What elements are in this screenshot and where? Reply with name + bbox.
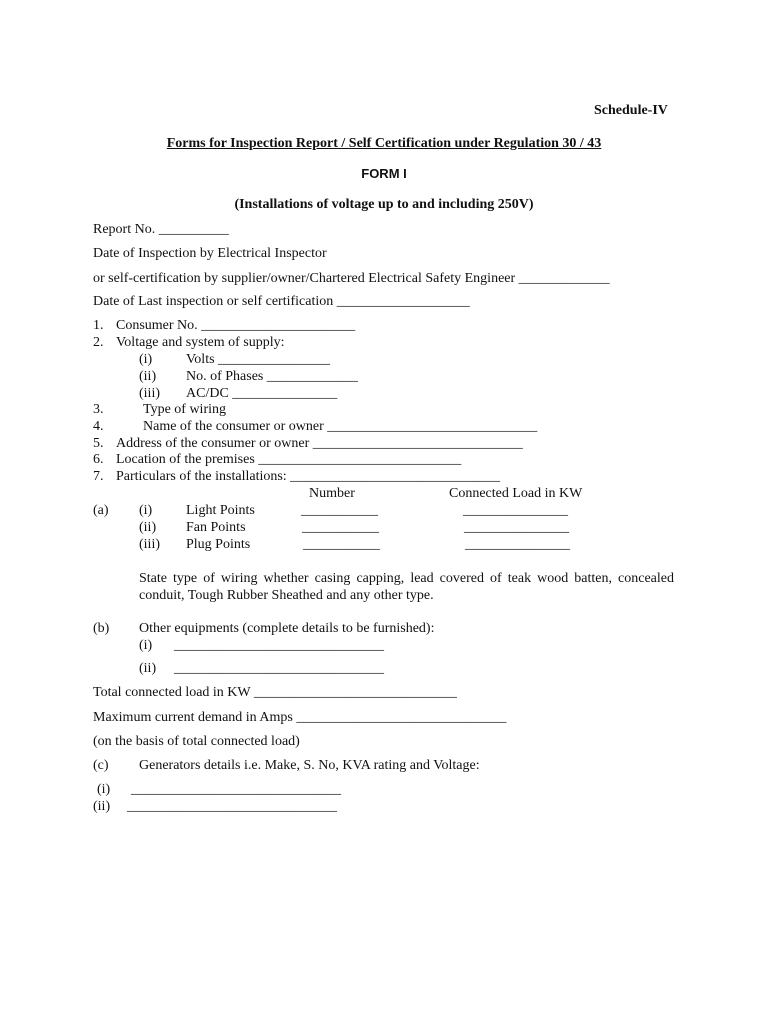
consumer-address-field: Address of the consumer or owner ______________________________ [116,436,523,451]
item-6-number: 6. [93,452,104,467]
table-row-load-blank: _______________ [463,503,568,518]
section-b-label: (b) [93,621,110,636]
acdc-field: AC/DC _______________ [186,386,338,401]
item-3-number: 3. [93,402,104,417]
last-inspection-field: Date of Last inspection or self certification ___________________ [93,294,470,309]
group-a-label: (a) [93,503,109,518]
voltage-system-label: Voltage and system of supply: [116,335,285,350]
self-certification-field: or self-certification by supplier/owner/Chartered Electrical Safety Engineer _____________ [93,271,610,286]
table-row-number: (i) [139,503,153,518]
generator-1-field: ______________________________ [131,782,341,797]
form-subtitle: (Installations of voltage up to and including 250V) [234,197,534,212]
schedule-label: Schedule-IV [594,103,668,118]
date-inspection-label: Date of Inspection by Electrical Inspector [93,246,327,261]
generators-details-label: Generators details i.e. Make, S. No, KVA rating and Voltage: [139,758,480,773]
column-header-number: Number [309,486,355,501]
generator-2-field: ______________________________ [127,799,337,814]
table-row-number-blank: ___________ [302,520,379,535]
premises-location-field: Location of the premises _____________________________ [116,452,462,467]
equipment-2-number: (ii) [139,661,157,676]
phases-field: No. of Phases _____________ [186,369,358,384]
max-current-demand-field: Maximum current demand in Amps ______________________________ [93,710,507,725]
installation-particulars-field: Particulars of the installations: ______________________________ [116,469,501,484]
generator-2-number: (ii) [93,799,111,814]
total-connected-load-field: Total connected load in KW _____________________________ [93,685,457,700]
consumer-name-field: Name of the consumer or owner ______________________________ [143,419,538,434]
equipment-1-field: ______________________________ [174,638,384,653]
load-basis-note: (on the basis of total connected load) [93,734,300,749]
table-row-label: Fan Points [186,520,246,535]
report-no-field: Report No. __________ [93,222,229,237]
phases-number: (ii) [139,369,157,384]
section-c-label: (c) [93,758,109,773]
equipment-2-field: ______________________________ [174,661,384,676]
other-equipments-label: Other equipments (complete details to be furnished): [139,621,435,636]
consumer-no-field: Consumer No. ______________________ [116,318,356,333]
form-number: FORM I [361,166,407,181]
type-of-wiring-label: Type of wiring [143,402,227,417]
table-row-number-blank: ___________ [301,503,378,518]
table-row-label: Light Points [186,503,255,518]
item-5-number: 5. [93,436,104,451]
equipment-1-number: (i) [139,638,153,653]
wiring-note: State type of wiring whether casing capping, lead covered of teak wood batten, concealed conduit, Tough Rubber Sheathed and any other type. [139,571,674,603]
volts-number: (i) [139,352,153,367]
item-2-number: 2. [93,335,104,350]
generator-1-number: (i) [97,782,111,797]
item-4-number: 4. [93,419,104,434]
table-row-number: (ii) [139,520,157,535]
table-row-load-blank: _______________ [465,537,570,552]
column-header-connected-load: Connected Load in KW [449,486,583,501]
table-row-number-blank: ___________ [303,537,380,552]
table-row-label: Plug Points [186,537,251,552]
table-row-load-blank: _______________ [464,520,569,535]
item-7-number: 7. [93,469,104,484]
forms-title: Forms for Inspection Report / Self Certification under Regulation 30 / 43 [166,136,602,151]
volts-field: Volts ________________ [186,352,331,367]
table-row-number: (iii) [139,537,160,552]
item-1-number: 1. [93,318,104,333]
acdc-number: (iii) [139,386,160,401]
